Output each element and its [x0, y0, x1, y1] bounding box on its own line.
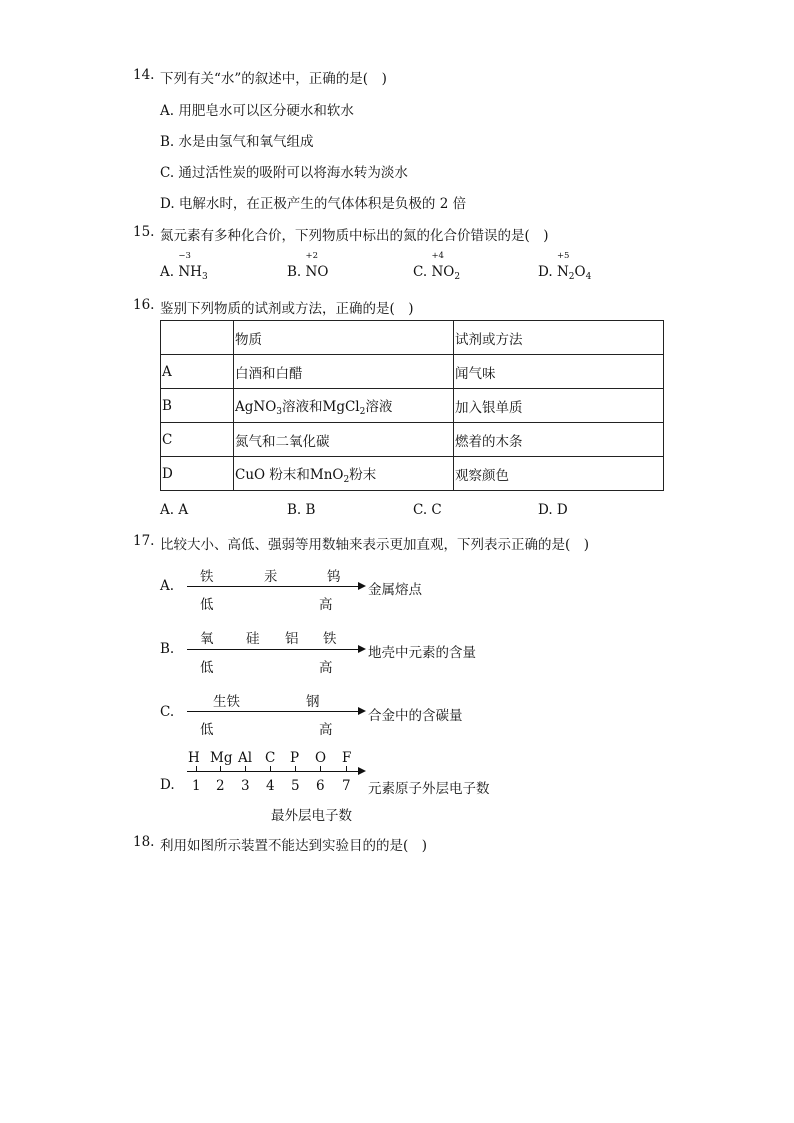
table-header-cell [161, 321, 234, 355]
table-row [161, 457, 664, 491]
arrow-head-icon [358, 707, 366, 715]
axis-tick [245, 766, 246, 772]
question-stem: 下列有关“水”的叙述中，正确的是( ) [160, 71, 387, 87]
question-stem: 鉴别下列物质的试剂或方法，正确的是( ) [160, 301, 414, 317]
element-symbol: Al [238, 750, 253, 766]
table-row [161, 389, 664, 423]
axis-tick [295, 766, 296, 772]
element-symbol: F [342, 750, 352, 766]
question-stem: 氮元素有多种化合价，下列物质中标出的氮的化合价错误的是( ) [160, 228, 549, 244]
question-number: 14. [133, 67, 155, 83]
axis-top-label: 生铁 [213, 694, 240, 710]
question-stem: 比较大小、高低、强弱等用数轴来表示更加直观，下列表示正确的是( ) [160, 537, 590, 553]
chem-formula: +2 NO [305, 251, 329, 280]
axis-high-label: 高 [319, 597, 333, 613]
valence-label: +5 [556, 251, 570, 261]
table-cell: D [161, 457, 234, 491]
option-d: D. 电解水时，在正极产生的气体体积是负极的 2 倍 [160, 196, 467, 212]
table-cell: C [161, 423, 234, 457]
axis-low-label: 低 [200, 597, 214, 613]
element-symbol: O [315, 750, 327, 766]
axis-number: 4 [266, 778, 275, 794]
option-a: A. −3 $NH_3$ [160, 251, 208, 282]
table-header-cell: 物质 [234, 321, 454, 355]
table-header-cell: 试剂或方法 [454, 321, 664, 355]
option-c: C. C [413, 502, 442, 518]
table-cell: 白酒和白醋 [234, 355, 454, 389]
table-row [161, 355, 664, 389]
table-cell: 燃着的木条 [454, 423, 664, 457]
option-letter: D. [160, 777, 175, 793]
chem-formula: −3 $NH_3$ [178, 251, 208, 282]
chem-formula: +4 $NO_2$ [431, 251, 461, 282]
answer-table [160, 320, 664, 491]
option-letter: A. [160, 578, 175, 594]
axis-top-label: 硅 [246, 631, 260, 647]
valence-label: +4 [431, 251, 444, 261]
axis-top-label: 钨 [327, 569, 341, 585]
axis-title: 合金中的含碳量 [368, 708, 463, 724]
axis-high-label: 高 [319, 660, 333, 676]
axis-tick [196, 766, 197, 772]
axis-tick [270, 766, 271, 772]
table-cell: A [161, 355, 234, 389]
table-cell: 观察颜色 [454, 457, 664, 491]
axis-tick [220, 766, 221, 772]
arrow-head-icon [358, 767, 366, 775]
axis-number: 1 [192, 778, 201, 794]
question-number: 18. [133, 834, 155, 850]
arrow-head-icon [358, 645, 366, 653]
axis-number: 6 [316, 778, 325, 794]
element-symbol: H [188, 750, 200, 766]
axis-number: 5 [291, 778, 300, 794]
axis-top-label: 铁 [323, 631, 337, 647]
axis-title: 地壳中元素的含量 [368, 645, 476, 661]
table-cell: B [161, 389, 234, 423]
question-number: 17. [133, 533, 155, 549]
axis-title: 元素原子外层电子数 [368, 781, 490, 797]
element-symbol: C [265, 750, 276, 766]
table-cell: CuO 粉末和MnO$_2$粉末 [234, 457, 454, 491]
axis-high-label: 高 [319, 722, 333, 738]
valence-label: −3 [178, 251, 191, 261]
axis-title: 金属熔点 [368, 582, 422, 598]
axis-top-label: 汞 [264, 569, 278, 585]
element-symbol: P [290, 750, 300, 766]
table-row [161, 423, 664, 457]
axis-tick [346, 766, 347, 772]
axis-caption: 最外层电子数 [271, 808, 352, 824]
table-cell: 氮气和二氧化碳 [234, 423, 454, 457]
option-a: A. 用肥皂水可以区分硬水和软水 [160, 103, 354, 119]
option-c: C. 通过活性炭的吸附可以将海水转为淡水 [160, 165, 408, 181]
axis-top-label: 铁 [200, 569, 214, 585]
question-stem: 利用如图所示装置不能达到实验目的的是( ) [160, 838, 428, 854]
question-number: 15. [133, 224, 155, 240]
option-b: B. B [287, 502, 316, 518]
option-letter: B. [160, 641, 175, 657]
axis-top-label: 钢 [306, 694, 320, 710]
table-cell: AgNO$_3$溶液和MgCl$_2$溶液 [234, 389, 454, 423]
chem-formula: +5 $N_2O_4$ [556, 251, 592, 282]
element-symbol: Mg [210, 750, 233, 766]
valence-label: +2 [305, 251, 319, 261]
table-header-row [161, 321, 664, 355]
axis-number: 3 [241, 778, 250, 794]
question-number: 16. [133, 297, 155, 313]
axis-line [187, 649, 359, 650]
option-a: A. A [160, 502, 189, 518]
option-b: B. 水是由氢气和氧气组成 [160, 134, 314, 150]
table-cell: 闻气味 [454, 355, 664, 389]
option-b: B. +2 NO [287, 251, 329, 280]
option-letter: C. [160, 704, 175, 720]
axis-low-label: 低 [200, 660, 214, 676]
axis-number: 2 [216, 778, 225, 794]
axis-top-label: 铝 [285, 631, 299, 647]
axis-low-label: 低 [200, 722, 214, 738]
axis-tick [320, 766, 321, 772]
table-cell: 加入银单质 [454, 389, 664, 423]
arrow-head-icon [358, 582, 366, 590]
option-c: C. +4 $NO_2$ [413, 251, 461, 282]
axis-top-label: 氧 [200, 631, 214, 647]
option-d: D. D [538, 502, 568, 518]
axis-number: 7 [342, 778, 351, 794]
axis-line [187, 771, 359, 772]
option-d: D. +5 $N_2O_4$ [538, 251, 592, 282]
axis-line [187, 711, 359, 712]
axis-line [187, 586, 359, 587]
